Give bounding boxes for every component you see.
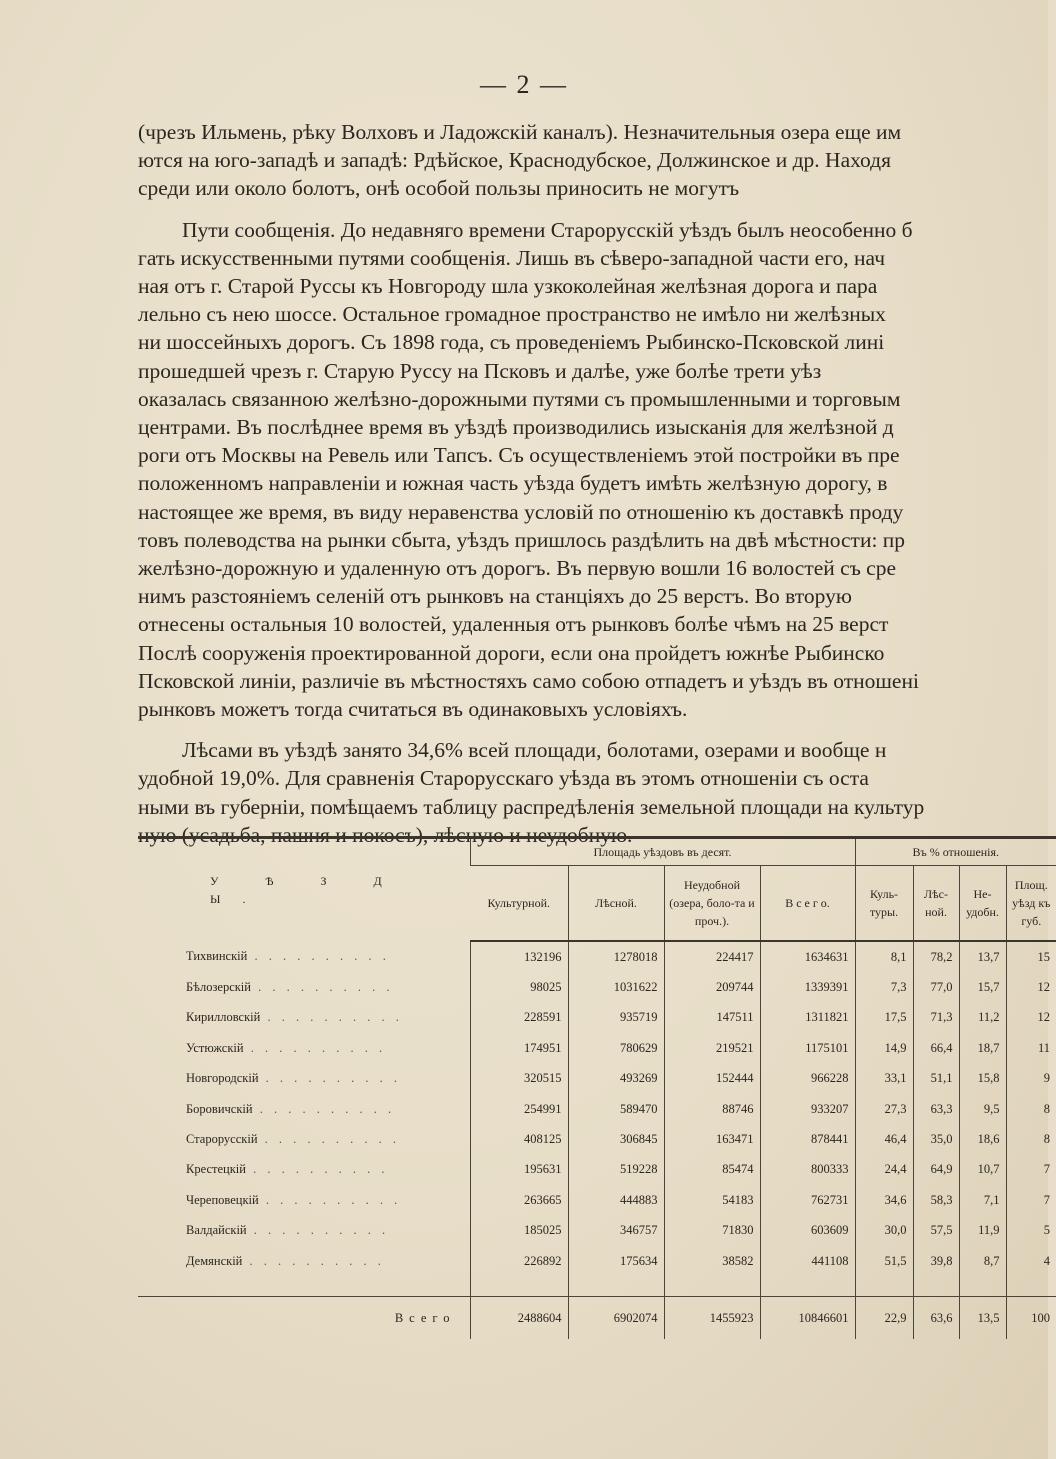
table-row <box>138 1033 1056 1063</box>
cell-neud: 152444 <box>664 1064 760 1094</box>
cell-p-kult: 8,1 <box>855 941 913 972</box>
cell-p-les: 66,4 <box>913 1033 959 1063</box>
text-line: рынковъ можетъ тогда считаться въ одинаковыхъ условіяхъ. <box>138 697 688 722</box>
cell-les: 935719 <box>568 1003 664 1033</box>
cell-les: 780629 <box>568 1033 664 1063</box>
row-name-cell <box>138 1155 470 1185</box>
cell-p-les: 39,8 <box>913 1246 959 1276</box>
leader-dots: . . . . . . . . . . <box>245 1162 389 1177</box>
leader-dots: . . . . . . . . . . <box>242 1253 385 1268</box>
cell-neud: 219521 <box>664 1033 760 1063</box>
total-les: 6902074 <box>568 1297 664 1340</box>
cell-p-plosh: 12 <box>1006 972 1056 1002</box>
land-area-table <box>138 836 1056 1339</box>
cell-vsego: 800333 <box>760 1155 855 1185</box>
cell-les: 306845 <box>568 1124 664 1154</box>
total-neud: 1455923 <box>664 1297 760 1340</box>
total-p-plosh: 100 <box>1006 1297 1056 1340</box>
row-name-cell <box>138 1246 470 1276</box>
row-name-cell <box>138 1185 470 1215</box>
table-row <box>138 1003 1056 1033</box>
spacer-cell <box>138 1276 470 1297</box>
column-header-p-les: Лѣс-ной. <box>913 866 959 942</box>
column-header-neud: Неудобной (озера, боло-та и проч.). <box>664 866 760 942</box>
cell-vsego: 603609 <box>760 1216 855 1246</box>
column-group-percent: Въ % отношенія. <box>855 838 1056 866</box>
cell-p-les: 58,3 <box>913 1185 959 1215</box>
cell-p-plosh: 12 <box>1006 1003 1056 1033</box>
text-line: удобной 19,0%. Для сравненія Старорусскаго уѣзда въ этомъ отношеніи съ оста <box>138 766 869 791</box>
cell-neud: 163471 <box>664 1124 760 1154</box>
cell-p-kult: 17,5 <box>855 1003 913 1033</box>
table-header-group-row <box>138 838 1056 866</box>
table-spacer-row <box>138 1276 1056 1297</box>
cell-neud: 54183 <box>664 1185 760 1215</box>
text-line: отнесены остальныя 10 волостей, удаленныя отъ рынковъ болѣе чѣмъ на 25 верст <box>138 612 889 637</box>
cell-p-kult: 46,4 <box>855 1124 913 1154</box>
cell-p-plosh: 9 <box>1006 1064 1056 1094</box>
column-header-p-neud: Не-удобн. <box>959 866 1006 942</box>
cell-p-kult: 34,6 <box>855 1185 913 1215</box>
row-name-cell <box>138 1216 470 1246</box>
row-name-cell <box>138 941 470 972</box>
row-name: Старорусскій <box>186 1132 258 1147</box>
text-line: Лѣсами въ уѣздѣ занято 34,6% всей площади, болотами, озерами и вообще н <box>182 738 887 763</box>
cell-p-neud: 9,5 <box>959 1094 1006 1124</box>
cell-neud: 71830 <box>664 1216 760 1246</box>
cell-p-plosh: 8 <box>1006 1124 1056 1154</box>
table-row <box>138 1155 1056 1185</box>
cell-p-neud: 10,7 <box>959 1155 1006 1185</box>
cell-vsego: 762731 <box>760 1185 855 1215</box>
cell-vsego: 878441 <box>760 1124 855 1154</box>
leader-dots: . . . . . . . . . . <box>260 1010 403 1025</box>
cell-les: 175634 <box>568 1246 664 1276</box>
text-line: ная отъ г. Старой Руссы къ Новгороду шла узкоколейная желѣзная дорога и пара <box>138 274 878 299</box>
text-line: оказалась связанною желѣзно-дорожными путями съ промышленными и торговым <box>138 386 901 411</box>
row-name-cell <box>138 1124 470 1154</box>
leader-dots: . . . . . . . . . . <box>258 1071 402 1086</box>
text-line: Послѣ сооруженія проектированной дороги, если она пройдетъ южнѣе Рыбинско <box>138 640 885 665</box>
cell-les: 1031622 <box>568 972 664 1002</box>
table-row <box>138 1064 1056 1094</box>
row-name: Демянскій <box>186 1253 243 1268</box>
cell-p-kult: 27,3 <box>855 1094 913 1124</box>
total-vsego: 10846601 <box>760 1297 855 1340</box>
cell-kult: 254991 <box>470 1094 568 1124</box>
cell-p-plosh: 11 <box>1006 1033 1056 1063</box>
cell-kult: 98025 <box>470 972 568 1002</box>
leader-dots: . . . . . . . . . . <box>243 1040 387 1055</box>
row-name: Бѣлозерскій <box>186 980 251 995</box>
cell-vsego: 1311821 <box>760 1003 855 1033</box>
text-line: положенномъ направленіи и южная часть уѣзда будетъ имѣть желѣзную дорогу, в <box>138 471 888 496</box>
column-header-vsego: В с е г о. <box>760 866 855 942</box>
text-line: (чрезъ Ильмень, рѣку Волховъ и Ладожскій каналъ). Незначительныя озера еще им <box>138 120 902 144</box>
row-name: Новгородскій <box>186 1071 259 1086</box>
spacer-cell <box>913 1276 959 1297</box>
cell-neud: 224417 <box>664 941 760 972</box>
spacer-cell <box>959 1276 1006 1297</box>
cell-kult: 408125 <box>470 1124 568 1154</box>
text-line: настоящее же время, въ виду неравенства условій по отношенію къ доставкѣ проду <box>138 499 904 524</box>
cell-p-neud: 11,2 <box>959 1003 1006 1033</box>
cell-p-neud: 8,7 <box>959 1246 1006 1276</box>
table-body <box>138 941 1056 1339</box>
text-line: Пути сообщенія. До недавняго времени Старорусскій уѣздъ былъ неособенно б <box>182 217 913 242</box>
text-line: ную (усадьба, пашня и покосъ), лѣсную и неудобную. <box>138 822 633 847</box>
total-kult: 2488604 <box>470 1297 568 1340</box>
spacer-cell <box>568 1276 664 1297</box>
spacer-cell <box>855 1276 913 1297</box>
cell-les: 589470 <box>568 1094 664 1124</box>
cell-vsego: 1634631 <box>760 941 855 972</box>
table-row <box>138 1246 1056 1276</box>
leader-dots: . . . . . . . . . . <box>257 1132 401 1147</box>
cell-p-les: 78,2 <box>913 941 959 972</box>
cell-neud: 147511 <box>664 1003 760 1033</box>
total-p-les: 63,6 <box>913 1297 959 1340</box>
cell-vsego: 933207 <box>760 1094 855 1124</box>
row-name-cell <box>138 1064 470 1094</box>
table-row <box>138 1094 1056 1124</box>
total-p-neud: 13,5 <box>959 1297 1006 1340</box>
text-line: прошедшей чрезъ г. Старую Руссу на Псковъ и далѣе, уже болѣе трети уѣз <box>138 358 822 383</box>
row-name-cell <box>138 1003 470 1033</box>
cell-p-neud: 13,7 <box>959 941 1006 972</box>
text-line: гать искусственными путями сообщенія. Лишь въ сѣверо-западной части его, нач <box>138 245 886 270</box>
table-row <box>138 1216 1056 1246</box>
cell-neud: 88746 <box>664 1094 760 1124</box>
cell-p-kult: 51,5 <box>855 1246 913 1276</box>
text-line: нимъ разстояніемъ селеній отъ рынковъ на станціяхъ до 25 верстъ. Во вторую <box>138 584 852 609</box>
cell-kult: 195631 <box>470 1155 568 1185</box>
cell-vsego: 441108 <box>760 1246 855 1276</box>
cell-p-neud: 18,6 <box>959 1124 1006 1154</box>
cell-kult: 320515 <box>470 1064 568 1094</box>
text-line: ются на юго-западѣ и западѣ: Рдѣйское, Краснодубское, Должинское и др. Находя <box>138 148 892 173</box>
spacer-cell <box>760 1276 855 1297</box>
leader-dots: . . . . . . . . . . <box>246 1223 390 1238</box>
cell-vsego: 1339391 <box>760 972 855 1002</box>
cell-p-plosh: 7 <box>1006 1155 1056 1185</box>
cell-les: 1278018 <box>568 941 664 972</box>
row-name: Устюжскій <box>186 1040 244 1055</box>
cell-p-les: 71,3 <box>913 1003 959 1033</box>
text-line: товъ полеводства на рынки сбыта, уѣздъ пришлось раздѣлить на двѣ мѣстности: пр <box>138 527 906 552</box>
cell-p-les: 63,3 <box>913 1094 959 1124</box>
cell-vsego: 966228 <box>760 1064 855 1094</box>
cell-p-neud: 7,1 <box>959 1185 1006 1215</box>
column-header-kult: Культурной. <box>470 866 568 942</box>
cell-p-kult: 30,0 <box>855 1216 913 1246</box>
table-row <box>138 972 1056 1002</box>
column-group-area: Площадь уѣздовъ въ десят. <box>470 838 855 866</box>
cell-les: 493269 <box>568 1064 664 1094</box>
row-name: Крестецкій <box>186 1162 246 1177</box>
column-header-uezdy: У Ѣ З Д Ы. <box>138 838 470 942</box>
cell-p-plosh: 8 <box>1006 1094 1056 1124</box>
cell-p-neud: 15,8 <box>959 1064 1006 1094</box>
column-header-p-plosh: Площ. уѣзд къ губ. <box>1006 866 1056 942</box>
cell-p-les: 51,1 <box>913 1064 959 1094</box>
row-name: Череповецкій <box>186 1192 259 1207</box>
column-header-p-kult: Куль-туры. <box>855 866 913 942</box>
cell-les: 346757 <box>568 1216 664 1246</box>
leader-dots: . . . . . . . . . . <box>247 949 390 964</box>
spacer-cell <box>470 1276 568 1297</box>
leader-dots: . . . . . . . . . . <box>258 1192 402 1207</box>
table-row <box>138 1185 1056 1215</box>
text-line: среди или около болотъ, онѣ особой пользы приносить не могутъ <box>138 176 740 201</box>
cell-p-plosh: 4 <box>1006 1246 1056 1276</box>
text-line: роги отъ Москвы на Ревель или Тапсъ. Съ осуществленіемъ этой постройки въ пре <box>138 443 900 468</box>
cell-p-les: 77,0 <box>913 972 959 1002</box>
cell-p-kult: 24,4 <box>855 1155 913 1185</box>
text-line: желѣзно-дорожную и удаленную отъ дорогъ. Въ первую вошли 16 волостей съ сре <box>138 556 897 581</box>
cell-les: 444883 <box>568 1185 664 1215</box>
cell-neud: 38582 <box>664 1246 760 1276</box>
leader-dots: . . . . . . . . . . <box>250 980 394 995</box>
text-line: лельно съ нею шоссе. Остальное громадное пространство не имѣло ни желѣзных <box>138 302 886 327</box>
cell-kult: 226892 <box>470 1246 568 1276</box>
cell-kult: 263665 <box>470 1185 568 1215</box>
row-name-cell <box>138 972 470 1002</box>
text-line: ни шоссейныхъ дорогъ. Съ 1898 года, съ проведеніемъ Рыбинско-Псковской лині <box>138 330 885 355</box>
total-p-kult: 22,9 <box>855 1297 913 1340</box>
paragraph-2 <box>138 216 1048 724</box>
cell-kult: 174951 <box>470 1033 568 1063</box>
cell-kult: 228591 <box>470 1003 568 1033</box>
cell-p-les: 35,0 <box>913 1124 959 1154</box>
row-name: Боровичскій <box>186 1101 253 1116</box>
text-line: ными въ губерніи, помѣщаемъ таблицу распредѣленія земельной площади на культур <box>138 794 925 819</box>
paragraph-3 <box>138 736 1048 849</box>
row-name: Кирилловскій <box>186 1010 261 1025</box>
body-text <box>138 118 1048 862</box>
cell-kult: 185025 <box>470 1216 568 1246</box>
cell-neud: 85474 <box>664 1155 760 1185</box>
table-row <box>138 941 1056 972</box>
spacer-cell <box>1006 1276 1056 1297</box>
cell-p-plosh: 15 <box>1006 941 1056 972</box>
cell-p-kult: 14,9 <box>855 1033 913 1063</box>
cell-p-neud: 15,7 <box>959 972 1006 1002</box>
text-line: Псковской линіи, различіе въ мѣстностяхъ само собою отпадетъ и уѣздъ въ отношені <box>138 668 919 693</box>
leader-dots: . . . . . . . . . . <box>252 1101 396 1116</box>
cell-p-kult: 7,3 <box>855 972 913 1002</box>
cell-p-plosh: 5 <box>1006 1216 1056 1246</box>
cell-p-les: 57,5 <box>913 1216 959 1246</box>
cell-p-neud: 18,7 <box>959 1033 1006 1063</box>
cell-kult: 132196 <box>470 941 568 972</box>
spacer-cell <box>664 1276 760 1297</box>
cell-les: 519228 <box>568 1155 664 1185</box>
page-number: — 2 — <box>480 70 568 99</box>
row-name-cell <box>138 1033 470 1063</box>
total-label: Всего <box>394 1310 456 1325</box>
table-row <box>138 1124 1056 1154</box>
row-name: Валдайскій <box>186 1223 247 1238</box>
column-header-les: Лѣсной. <box>568 866 664 942</box>
cell-p-neud: 11,9 <box>959 1216 1006 1246</box>
row-name-cell <box>138 1094 470 1124</box>
text-line: центрами. Въ послѣднее время въ уѣздѣ производились изысканія для желѣзной д <box>138 415 894 440</box>
cell-p-les: 64,9 <box>913 1155 959 1185</box>
cell-vsego: 1175101 <box>760 1033 855 1063</box>
table-total-row <box>138 1297 1056 1340</box>
paragraph-1 <box>138 118 1048 203</box>
cell-p-plosh: 7 <box>1006 1185 1056 1215</box>
cell-p-kult: 33,1 <box>855 1064 913 1094</box>
row-name: Тихвинскій <box>186 949 248 964</box>
cell-neud: 209744 <box>664 972 760 1002</box>
